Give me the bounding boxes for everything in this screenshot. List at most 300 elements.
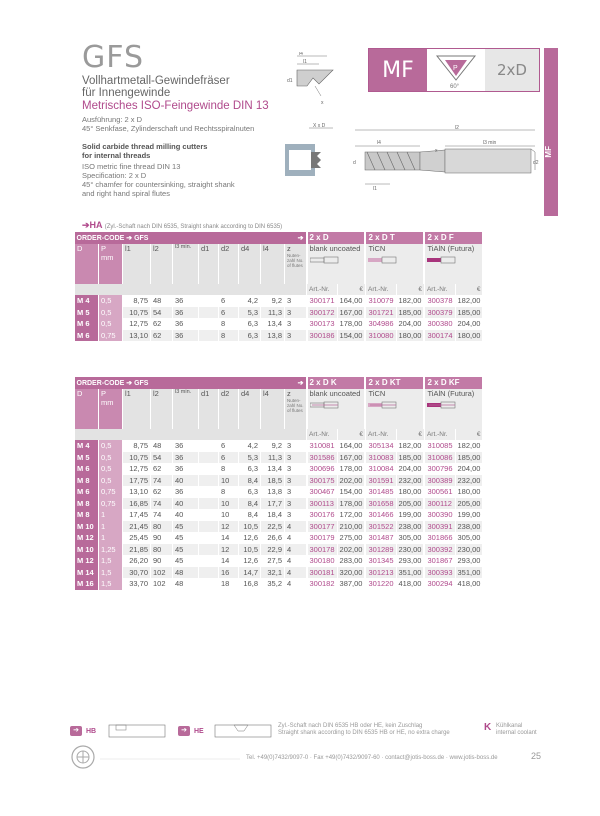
cell-a2: 301658 [365, 498, 396, 510]
table-row [75, 521, 483, 533]
cell-e2: 204,00 [396, 318, 424, 330]
label-l2: l2 [455, 125, 459, 131]
cell-l3: 45 [173, 532, 199, 544]
cell-z: 3 [285, 475, 307, 487]
table-row [75, 295, 483, 307]
cell-d1 [199, 318, 219, 330]
cell-l3: 45 [173, 555, 199, 567]
cell-e1: 210,00 [337, 521, 365, 533]
cell-a3: 301867 [424, 555, 455, 567]
cell-e2: 182,00 [396, 440, 424, 452]
label-l3min: l3 min [483, 140, 497, 146]
cell-d1 [199, 486, 219, 498]
cell-a3: 300112 [424, 498, 455, 510]
cell-d4: 10,5 [239, 544, 261, 556]
col-d2: d2 [219, 244, 239, 284]
cell-d2: 12 [219, 521, 239, 533]
cell-e3: 185,00 [455, 452, 482, 464]
cell-a3: 300393 [424, 567, 455, 579]
group-2xd: 2 x D [307, 232, 366, 244]
coating-ticn-k: TiCN [365, 389, 424, 429]
cell-z: 3 [285, 509, 307, 521]
table-row [75, 578, 483, 590]
cell-z: 4 [285, 555, 307, 567]
group-2xdkf: 2 x D KF [424, 377, 482, 389]
cell-d: M 6 [75, 463, 99, 475]
label-l1: l1 [373, 186, 377, 192]
cell-l3: 48 [173, 567, 199, 579]
coating-tialn-k: TiAlN (Futura) [424, 389, 482, 429]
cell-p: 0,5 [99, 452, 123, 464]
cell-l1: 10,75 [123, 452, 151, 464]
cell-l4: 11,3 [261, 307, 285, 319]
cell-l3: 36 [173, 486, 199, 498]
cell-l2: 90 [151, 555, 173, 567]
cell-l1: 21,45 [123, 521, 151, 533]
label-x-tool: x [435, 148, 438, 154]
cell-l1: 8,75 [123, 295, 151, 307]
cell-l3: 40 [173, 498, 199, 510]
shank-he-icon [214, 722, 274, 740]
tool-ticn-k-icon [368, 401, 398, 409]
cell-l4: 11,3 [261, 452, 285, 464]
cell-a3: 300391 [424, 521, 455, 533]
cell-d2: 8 [219, 330, 239, 342]
cell-l2: 54 [151, 307, 173, 319]
cell-d: M 5 [75, 452, 99, 464]
thread-profile-icon [427, 49, 485, 91]
col-z: z Nuten-zahl No. of flutes [285, 244, 307, 284]
col-l4: l4 [261, 244, 285, 284]
cell-d4: 6,3 [239, 486, 261, 498]
group-2xdt: 2 x D T [365, 232, 424, 244]
cell-d4: 6,3 [239, 330, 261, 342]
cell-l3: 36 [173, 440, 199, 452]
table-row [75, 330, 483, 342]
cell-l4: 9,2 [261, 295, 285, 307]
cell-d: M 8 [75, 475, 99, 487]
cell-a2: 310083 [365, 452, 396, 464]
cell-a1: 310081 [307, 440, 338, 452]
cell-p: 1,5 [99, 578, 123, 590]
cell-e3: 230,00 [455, 544, 482, 556]
cell-a1: 301586 [307, 452, 338, 464]
profile-angle: 60° [450, 84, 460, 90]
cell-e1: 154,00 [337, 330, 365, 342]
cell-p: 1,5 [99, 555, 123, 567]
cell-l3: 45 [173, 521, 199, 533]
cell-p: 1 [99, 532, 123, 544]
label-d1: d1 [287, 78, 293, 84]
cell-d4: 4,2 [239, 440, 261, 452]
arrow-icon: ➔ [178, 726, 190, 736]
cell-d2: 12 [219, 544, 239, 556]
cell-l2: 74 [151, 498, 173, 510]
cell-z: 3 [285, 295, 307, 307]
cell-l4: 32,1 [261, 567, 285, 579]
col-l2: l2 [151, 244, 173, 284]
cell-d1 [199, 475, 219, 487]
cell-p: 1,25 [99, 544, 123, 556]
cell-l3: 36 [173, 318, 199, 330]
cell-a2: 301485 [365, 486, 396, 498]
cell-l2: 102 [151, 567, 173, 579]
col-l3: l3 min. [173, 389, 199, 429]
cell-e2: 305,00 [396, 532, 424, 544]
coating-blank: blank uncoated [307, 244, 366, 284]
cell-d1 [199, 330, 219, 342]
cell-l1: 21,85 [123, 544, 151, 556]
cell-l3: 36 [173, 330, 199, 342]
cell-e3: 180,00 [455, 486, 482, 498]
cell-d2: 6 [219, 307, 239, 319]
cell-d: M 4 [75, 295, 99, 307]
cell-l3: 40 [173, 475, 199, 487]
cell-d4: 16,8 [239, 578, 261, 590]
cell-d4: 4,2 [239, 295, 261, 307]
label-d: d [353, 160, 356, 166]
cell-e1: 167,00 [337, 452, 365, 464]
cell-a3: 310086 [424, 452, 455, 464]
cell-d2: 10 [219, 475, 239, 487]
cell-a1: 300175 [307, 475, 338, 487]
cell-z: 3 [285, 330, 307, 342]
cell-l4: 18,4 [261, 509, 285, 521]
cell-l3: 45 [173, 544, 199, 556]
cell-e3: 238,00 [455, 521, 482, 533]
col-l3: l3 min. [173, 244, 199, 284]
cell-d: M 5 [75, 307, 99, 319]
cell-e2: 199,00 [396, 509, 424, 521]
cell-z: 3 [285, 307, 307, 319]
cell-p: 0,75 [99, 486, 123, 498]
label-l1-small: l1 [303, 59, 307, 65]
cell-l4: 13,8 [261, 330, 285, 342]
cell-l4: 17,7 [261, 498, 285, 510]
cell-d1 [199, 567, 219, 579]
cell-e1: 178,00 [337, 318, 365, 330]
cell-l3: 40 [173, 509, 199, 521]
cell-e1: 178,00 [337, 498, 365, 510]
cell-d1 [199, 578, 219, 590]
cell-a3: 300380 [424, 318, 455, 330]
cell-e3: 205,00 [455, 498, 482, 510]
logo-icon [70, 744, 96, 770]
cell-e3: 351,00 [455, 567, 482, 579]
cell-d1 [199, 509, 219, 521]
cell-e1: 167,00 [337, 307, 365, 319]
cell-a2: 301289 [365, 544, 396, 556]
label-l4-tool: l4 [377, 140, 381, 146]
cell-l4: 13,8 [261, 486, 285, 498]
cell-a1: 300181 [307, 567, 338, 579]
cell-l2: 62 [151, 486, 173, 498]
cell-l4: 35,2 [261, 578, 285, 590]
cell-a2: 301345 [365, 555, 396, 567]
cell-a3: 300390 [424, 509, 455, 521]
cell-l2: 80 [151, 521, 173, 533]
thread-profile-drawing [285, 52, 345, 107]
cell-l2: 48 [151, 295, 173, 307]
cell-d2: 8 [219, 463, 239, 475]
cell-l3: 36 [173, 307, 199, 319]
cell-a2: 301721 [365, 307, 396, 319]
cell-a1: 300178 [307, 544, 338, 556]
cell-e2: 232,00 [396, 475, 424, 487]
cell-d: M 12 [75, 555, 99, 567]
cell-e1: 164,00 [337, 440, 365, 452]
cell-l3: 36 [173, 452, 199, 464]
cell-l1: 33,70 [123, 578, 151, 590]
subtitle-en: Solid carbide thread milling cutters for internal threads [82, 142, 208, 160]
cell-e2: 180,00 [396, 486, 424, 498]
profile-letter: P [453, 65, 458, 72]
cell-l4: 22,9 [261, 544, 285, 556]
cell-l3: 36 [173, 463, 199, 475]
contact-line: Tel. +49(0)7432/9097-0 · Fax +49(0)7432/9097-60 · contact@jotis-boss.de · www.jotis-boss.de [246, 755, 498, 761]
cell-a1: 300182 [307, 578, 338, 590]
cell-a2: 301466 [365, 509, 396, 521]
cell-l4: 22,5 [261, 521, 285, 533]
cell-l2: 54 [151, 452, 173, 464]
cell-e2: 185,00 [396, 452, 424, 464]
cell-d1 [199, 521, 219, 533]
col-z: z Nuten-zahl No. of flutes [285, 389, 307, 429]
col-d: D [75, 244, 99, 284]
product-table-standard: ORDER-CODE ➔ GFS ➔ 2 x D 2 x D T 2 x D F D P mm l1 l2 l3 min. d1 d2 d4 l4 z Nuten-zahl No. of flutes blank uncoated TiCN TiAlN (Futura) Art.-Nr. € Art.-Nr. € Art.-Nr. € M 4 0,5 8,75 48 36 6 4,2 9,2 3 300171 164,00 310079 182,00 300378 182,00 M 5 0,5 10,75 54 36 6 5,3 11,3 3 300172 167,00 301721 185,00 300379 185,00 M 6 0,5 12,75 62 36 8 6,3 13,4 3 300173 178,00 304986 204,00 300380 204,00 M 6 0,75 13,10 62 36 8 6,3 13,8 3 300186 154,00 310080 180,00 300174 180,00 [76, 233, 481, 340]
cell-l4: 13,4 [261, 463, 285, 475]
thread-type-badge [368, 48, 540, 92]
cell-e2: 238,00 [396, 521, 424, 533]
cell-z: 3 [285, 440, 307, 452]
cell-d4: 5,3 [239, 452, 261, 464]
cell-d2: 6 [219, 295, 239, 307]
shank-note-footer: Zyl.-Schaft nach DIN 6535 HB oder HE, kein Zuschlag Straight shank according to DIN 6535 HB or HE, no extra charge [278, 723, 450, 736]
cell-d2: 6 [219, 440, 239, 452]
cell-l1: 13,10 [123, 330, 151, 342]
cell-p: 0,5 [99, 295, 123, 307]
table-row [75, 452, 483, 464]
col-l4: l4 [261, 389, 285, 429]
cell-l1: 13,10 [123, 486, 151, 498]
side-tab [544, 48, 558, 216]
depth-label: 2xD [485, 49, 539, 91]
cell-l2: 62 [151, 330, 173, 342]
cell-d2: 14 [219, 532, 239, 544]
cell-e3: 182,00 [455, 295, 482, 307]
footer-legend [62, 720, 552, 742]
coolant-note: Kühlkanal internal coolant [496, 723, 537, 736]
cell-d1 [199, 532, 219, 544]
cell-d4: 8,4 [239, 509, 261, 521]
col-l2: l2 [151, 389, 173, 429]
cell-l2: 74 [151, 509, 173, 521]
cell-l4: 27,5 [261, 555, 285, 567]
cell-z: 4 [285, 544, 307, 556]
table-row [75, 318, 483, 330]
cell-d1 [199, 307, 219, 319]
cell-z: 3 [285, 463, 307, 475]
order-code-2: ORDER-CODE ➔ GFS [75, 377, 285, 389]
cell-a1: 300113 [307, 498, 338, 510]
coating-tialn: TiAlN (Futura) [424, 244, 482, 284]
cell-d: M 14 [75, 567, 99, 579]
tool-ticn-icon [368, 256, 398, 264]
cell-d: M 8 [75, 498, 99, 510]
product-table-coolant: ORDER-CODE ➔ GFS ➔ 2 x D K 2 x D KT 2 x D KF D P mm l1 l2 l3 min. d1 d2 d4 l4 z Nuten-zahl No. of flutes blank uncoated TiCN TiAlN (Futura) Art.-Nr. € Art.-Nr. € Art.-Nr. € M 4 0,5 8,75 48 36 6 4,2 9,2 3 310081 164,00 305134 182,00 310085 182,00 M 5 0,5 10,75 54 36 6 5,3 11,3 3 301586 167,00 310083 185,00 310086 185,00 M 6 0,5 12,75 62 36 8 6,3 13,4 3 300696 178,00 310084 204,00 300796 204,00 M 8 0,5 17,75 74 40 10 8,4 18,5 3 300175 202,00 301591 232,00 300389 232,00 M 6 0,75 13,10 62 36 8 6,3 13,8 3 300467 154,00 301485 180,00 300561 180,00 M 8 0,75 16,85 74 40 10 8,4 17,7 3 300113 178,00 301658 205,00 300112 205,00 M 8 1 17,45 74 40 10 8,4 18,4 3 300176 172,00 301466 199,00 300390 199,00 M 10 1 21,45 80 45 12 10,5 22,5 4 300177 210,00 301522 238,00 300391 238,00 M 12 1 25,45 90 45 14 12,6 26,6 4 300179 275,00 301487 305,00 301866 305,00 M 10 1,25 21,85 80 45 12 10,5 22,9 4 300178 202,00 301289 230,00 300392 230,00 M 12 1,5 26,20 90 45 14 12,6 27,5 4 300180 283,00 301345 293,00 301867 293,00 M 14 1,5 30,70 102 48 16 14,7 32,1 4 300181 320,00 301213 351,00 300393 351,00 M 16 1,5 33,70 102 48 18 16,8 35,2 4 300182 387,00 301220 418,00 300294 418,00 [76, 378, 481, 589]
tool-blank-icon [310, 256, 340, 264]
cell-p: 0,5 [99, 440, 123, 452]
cell-l1: 12,75 [123, 318, 151, 330]
cell-e3: 418,00 [455, 578, 482, 590]
cell-l3: 48 [173, 578, 199, 590]
table-row [75, 532, 483, 544]
cell-d: M 12 [75, 532, 99, 544]
label-he: HE [194, 728, 204, 735]
subtitle-de: Vollhartmetall-Gewindefräser für Innengewinde [82, 75, 230, 99]
cell-l4: 18,5 [261, 475, 285, 487]
cell-a1: 300186 [307, 330, 338, 342]
cell-a3: 300294 [424, 578, 455, 590]
cell-e3: 180,00 [455, 330, 482, 342]
cell-l3: 36 [173, 295, 199, 307]
cell-d1 [199, 544, 219, 556]
cell-p: 0,5 [99, 475, 123, 487]
cell-d2: 8 [219, 318, 239, 330]
cell-a2: 310079 [365, 295, 396, 307]
label-l4: l4 [299, 52, 303, 57]
cell-e1: 154,00 [337, 486, 365, 498]
cell-a1: 300180 [307, 555, 338, 567]
cell-e2: 351,00 [396, 567, 424, 579]
cell-e3: 232,00 [455, 475, 482, 487]
cell-z: 4 [285, 532, 307, 544]
cell-e2: 230,00 [396, 544, 424, 556]
cell-d4: 6,3 [239, 463, 261, 475]
cell-d: M 10 [75, 521, 99, 533]
cell-d2: 10 [219, 498, 239, 510]
group-2xdk: 2 x D K [307, 377, 366, 389]
cell-d: M 16 [75, 578, 99, 590]
cell-d: M 4 [75, 440, 99, 452]
cell-e3: 199,00 [455, 509, 482, 521]
cell-z: 3 [285, 498, 307, 510]
cell-d: M 6 [75, 318, 99, 330]
cell-a3: 300561 [424, 486, 455, 498]
cell-p: 0,5 [99, 307, 123, 319]
cell-e1: 283,00 [337, 555, 365, 567]
cell-e1: 202,00 [337, 544, 365, 556]
cell-d4: 6,3 [239, 318, 261, 330]
arrow-icon: ➔ [70, 726, 82, 736]
cell-e1: 202,00 [337, 475, 365, 487]
cell-a2: 301220 [365, 578, 396, 590]
table-row [75, 440, 483, 452]
cell-z: 4 [285, 578, 307, 590]
cell-a3: 300796 [424, 463, 455, 475]
cell-d: M 8 [75, 509, 99, 521]
cell-l1: 8,75 [123, 440, 151, 452]
cell-l2: 90 [151, 532, 173, 544]
cell-d: M 6 [75, 486, 99, 498]
cell-a1: 300173 [307, 318, 338, 330]
coating-blank-k: blank uncoated [307, 389, 366, 429]
cell-z: 4 [285, 521, 307, 533]
cell-d1 [199, 452, 219, 464]
norm-de: Metrisches ISO-Feingewinde DIN 13 [82, 100, 269, 112]
group-2xdf: 2 x D F [424, 232, 482, 244]
cell-d4: 12,6 [239, 555, 261, 567]
cell-e1: 164,00 [337, 295, 365, 307]
cell-d2: 6 [219, 452, 239, 464]
table-row [75, 486, 483, 498]
art-label: Art.-Nr. [307, 284, 338, 296]
cell-z: 3 [285, 452, 307, 464]
cell-a2: 310084 [365, 463, 396, 475]
col-l1: l1 [123, 244, 151, 284]
cell-e3: 305,00 [455, 532, 482, 544]
cell-l2: 62 [151, 318, 173, 330]
cell-e1: 172,00 [337, 509, 365, 521]
cell-e1: 387,00 [337, 578, 365, 590]
cell-e2: 205,00 [396, 498, 424, 510]
cell-a2: 301591 [365, 475, 396, 487]
page-number: 25 [531, 751, 542, 761]
label-d2: d2 [533, 160, 539, 166]
cell-l4: 13,4 [261, 318, 285, 330]
cell-d4: 8,4 [239, 475, 261, 487]
cell-d: M 10 [75, 544, 99, 556]
cell-d: M 6 [75, 330, 99, 342]
cell-e3: 182,00 [455, 440, 482, 452]
table-row [75, 475, 483, 487]
cell-e3: 204,00 [455, 463, 482, 475]
cell-a2: 301522 [365, 521, 396, 533]
cell-a2: 301487 [365, 532, 396, 544]
cell-a3: 300389 [424, 475, 455, 487]
col-d4: d4 [239, 244, 261, 284]
cell-d2: 16 [219, 567, 239, 579]
cell-l1: 17,45 [123, 509, 151, 521]
cell-d2: 10 [219, 509, 239, 521]
col-p: P mm [99, 389, 123, 429]
cell-p: 1,5 [99, 567, 123, 579]
tool-drawing [285, 122, 543, 200]
group-2xdkt: 2 x D KT [365, 377, 424, 389]
col-d1: d1 [199, 244, 219, 284]
cell-l1: 10,75 [123, 307, 151, 319]
cell-d4: 10,5 [239, 521, 261, 533]
cell-e1: 275,00 [337, 532, 365, 544]
cell-d4: 8,4 [239, 498, 261, 510]
cell-p: 0,5 [99, 318, 123, 330]
cell-a2: 301213 [365, 567, 396, 579]
cell-e3: 204,00 [455, 318, 482, 330]
cell-z: 3 [285, 486, 307, 498]
specification-de: Ausführung: 2 x D 45° Senkfase, Zylinderschaft und Rechtsspiralnuten [82, 115, 255, 133]
cell-l2: 62 [151, 463, 173, 475]
cell-a1: 300172 [307, 307, 338, 319]
cell-a1: 300179 [307, 532, 338, 544]
cell-d1 [199, 440, 219, 452]
cell-a1: 300467 [307, 486, 338, 498]
cell-a3: 301866 [424, 532, 455, 544]
table-row [75, 567, 483, 579]
cell-l2: 48 [151, 440, 173, 452]
cell-a1: 300171 [307, 295, 338, 307]
specification-en: ISO metric fine thread DIN 13 Specification: 2 x D 45° chamfer for countersinking, straight shank and right hand spiral flutes [82, 162, 235, 198]
table-row [75, 509, 483, 521]
